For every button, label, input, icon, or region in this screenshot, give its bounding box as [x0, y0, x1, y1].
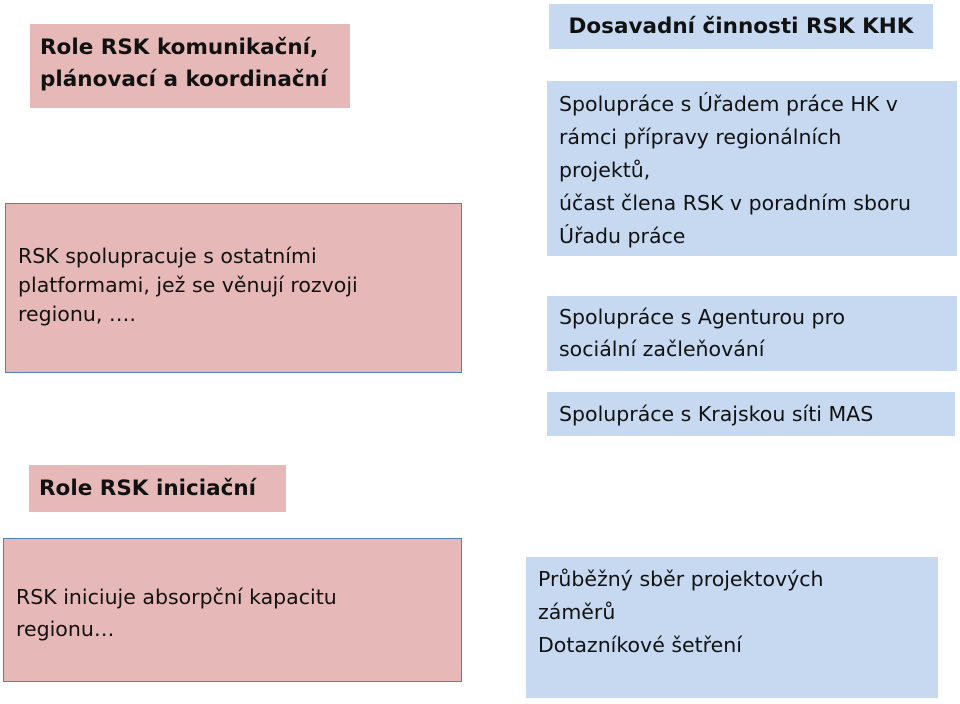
activities-header: Dosavadní činnosti RSK KHK: [549, 4, 933, 49]
activity-office-line-5: Úřadu práce: [559, 224, 686, 248]
role-communication-line-1: Role RSK komunikační,: [40, 35, 319, 60]
activity-agency-line-1: Spolupráce s Agenturou pro: [559, 305, 846, 329]
role-initiation-box: Role RSK iniciační: [29, 465, 286, 512]
rsk-cooperation-line-1: RSK spolupracuje s ostatními: [18, 244, 317, 268]
activity-agency-box: [547, 296, 957, 371]
activity-office-line-1: Spolupráce s Úřadem práce HK v: [559, 92, 898, 116]
rsk-initiation-line-1: RSK iniciuje absorpční kapacitu: [16, 585, 337, 609]
survey-box: [526, 557, 938, 698]
activity-agency-line-2: sociální začleňování: [559, 337, 765, 361]
activity-office-line-2: rámci přípravy regionálních: [559, 125, 842, 149]
role-communication-box: [30, 24, 350, 108]
survey-line-2: záměrů: [538, 600, 616, 624]
rsk-cooperation-line-2: platformami, jež se věnují rozvoji: [18, 273, 358, 297]
activity-office-line-4: účast člena RSK v poradním sboru: [559, 191, 911, 215]
rsk-cooperation-box: [5, 203, 462, 373]
rsk-initiation-box: [3, 538, 462, 682]
rsk-cooperation-line-3: regionu, ….: [18, 302, 136, 326]
role-communication-line-2: plánovací a koordinační: [40, 67, 328, 92]
activity-office-line-3: projektů,: [559, 158, 651, 182]
survey-line-3: Dotazníkové šetření: [538, 633, 742, 657]
rsk-initiation-line-2: regionu…: [16, 617, 115, 641]
activity-office-box: [547, 81, 957, 256]
activity-mas-box: Spolupráce s Krajskou síti MAS: [547, 392, 955, 436]
survey-line-1: Průběžný sběr projektových: [538, 567, 824, 591]
